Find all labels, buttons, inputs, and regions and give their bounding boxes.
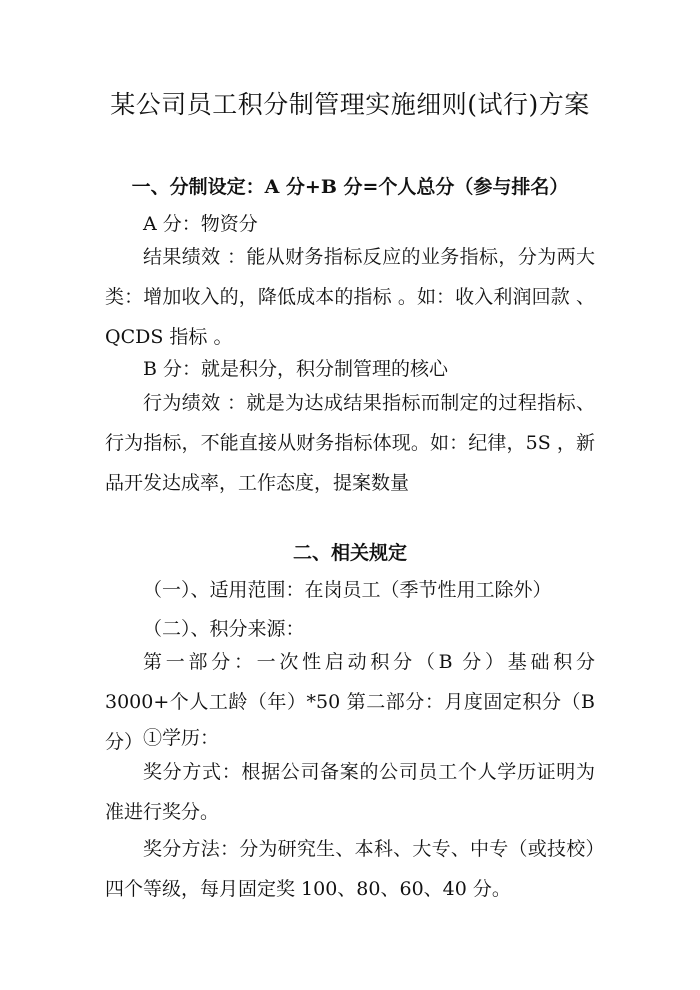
b-score-label: B 分：就是积分，积分制管理的核心	[143, 358, 449, 380]
scope-line: （一）、适用范围：在岗员工（季节性用工除外）	[143, 579, 552, 601]
education-item: ①学历：	[143, 727, 220, 749]
section-heading-1: 一、分制设定：A 分+B 分=个人总分（参与排名）	[131, 176, 569, 198]
award-method-paragraph: 奖分方式：根据公司备案的公司员工个人学历证明为准进行奖分。	[105, 761, 595, 823]
points-parts-paragraph: 第一部分：一次性启动积分（B 分）基础积分 3000+个人工龄（年）*50 第二部分：月度固定积分（B 分）	[105, 651, 595, 753]
points-source-line: （二）、积分来源：	[143, 618, 305, 640]
document-title: 某公司员工积分制管理实施细则(试行)方案	[110, 90, 590, 119]
award-rule-paragraph: 奖分方法：分为研究生、本科、大专、中专（或技校）四个等级，每月固定奖 100、80、60、40 分。	[105, 838, 595, 900]
section-heading-2: 二、相关规定	[292, 542, 407, 564]
a-score-label: A 分：物资分	[143, 213, 258, 235]
behavior-performance-paragraph: 行为绩效 ：就是为达成结果指标而制定的过程指标、行为指标，不能直接从财务指标体现。如：纪律，5S ，新品开发达成率，工作态度，提案数量	[105, 392, 595, 494]
result-performance-paragraph: 结果绩效 ：能从财务指标反应的业务指标，分为两大类：增加收入的，降低成本的指标 。如：收入利润回款 、QCDS 指标 。	[105, 246, 595, 348]
